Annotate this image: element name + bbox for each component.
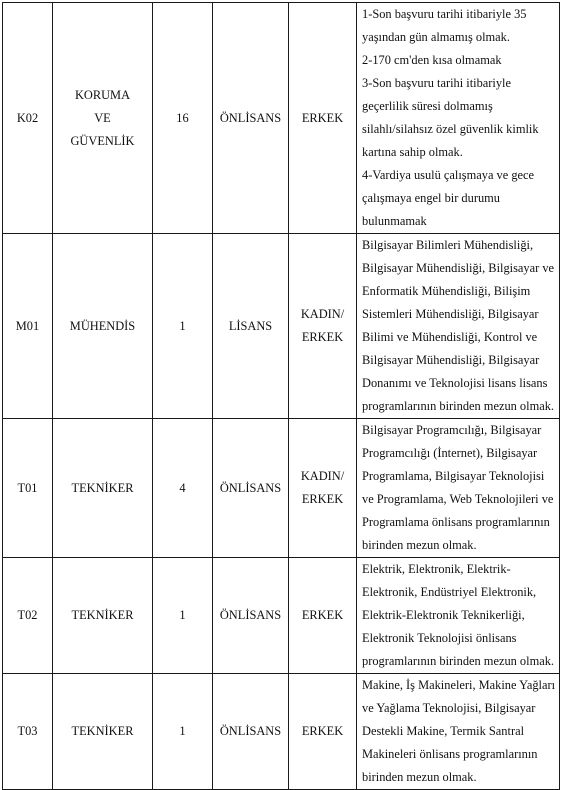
title-line: TEKNİKER	[71, 480, 134, 495]
requirement-line: programlarının birinden mezun olmak.	[362, 399, 555, 413]
requirements	[357, 234, 560, 419]
title-line: TEKNİKER	[71, 724, 134, 738]
table-row	[3, 558, 560, 674]
gender	[289, 674, 357, 790]
position-title	[53, 234, 153, 419]
requirement-line: Bilgisayar Mühendisliği, Bilgisayar ve	[362, 261, 555, 275]
requirements	[357, 558, 560, 674]
position-code: T03	[3, 674, 53, 790]
education-level: ÖNLİSANS	[213, 3, 289, 234]
gender-line: ERKEK	[301, 608, 344, 622]
education-level: LİSANS	[213, 234, 289, 419]
position-code: T01	[3, 419, 53, 558]
requirement-line: yaşından gün almamış olmak.	[362, 30, 510, 44]
table-row	[3, 234, 560, 419]
gender-line: ERKEK	[301, 110, 344, 125]
education-level: ÖNLİSANS	[213, 674, 289, 790]
gender-line: ERKEK	[301, 492, 344, 506]
requirement-line: Bilgisayar Bilimleri Mühendisliği,	[362, 238, 534, 252]
title-line: TEKNİKER	[71, 608, 134, 622]
requirement-line: Sistemleri Mühendisliği, Bilgisayar	[362, 307, 539, 321]
title-line: VE	[94, 110, 111, 125]
position-count: 1	[153, 558, 213, 674]
position-code: K02	[3, 3, 53, 234]
requirement-line: Elektrik, Elektronik, Elektrik-	[362, 562, 511, 576]
table-row	[3, 674, 560, 790]
education-level: ÖNLİSANS	[213, 419, 289, 558]
position-count: 1	[153, 234, 213, 419]
requirement-line: Donanımı ve Teknolojisi lisans lisans	[362, 376, 548, 390]
requirement-line: Programcılığı (İnternet), Bilgisayar	[362, 446, 538, 460]
requirement-line: birinden mezun olmak.	[362, 538, 477, 552]
positions-table	[2, 2, 560, 790]
requirement-line: Bilgisayar Mühendisliği, Bilgisayar	[362, 353, 540, 367]
requirement-line: Programlama önlisans programlarının	[362, 515, 550, 529]
requirement-line: Destekli Makine, Termik Santral	[362, 724, 525, 738]
requirement-line: kartına sahip olmak.	[362, 145, 463, 159]
position-title	[53, 674, 153, 790]
requirement-line: Makineleri önlisans programlarının	[362, 747, 538, 761]
gender-line: KADIN/	[300, 469, 345, 483]
requirement-line: Elektronik, Endüstriyel Elektronik,	[362, 585, 537, 599]
requirement-line: çalışmaya engel bir durumu	[362, 191, 500, 205]
requirements	[357, 674, 560, 790]
requirement-line: bulunmamak	[362, 214, 427, 228]
gender-line: ERKEK	[301, 330, 344, 344]
position-title	[53, 558, 153, 674]
table-row	[3, 3, 560, 234]
requirement-line: 2-170 cm'den kısa olmamak	[362, 53, 502, 67]
position-title	[53, 3, 153, 234]
position-code: T02	[3, 558, 53, 674]
gender-line: KADIN/	[300, 307, 345, 321]
requirements	[357, 419, 560, 558]
position-count: 4	[153, 419, 213, 558]
requirement-line: Makine, İş Makineleri, Makine Yağları	[362, 678, 556, 692]
requirement-line: Bilgisayar Programcılığı, Bilgisayar	[362, 423, 542, 437]
requirement-line: Elektrik-Elektronik Teknikerliği,	[362, 608, 525, 622]
requirement-line: ve Yağlama Teknolojisi, Bilgisayar	[362, 701, 536, 715]
title-line: KORUMA	[74, 87, 131, 102]
requirement-line: 1-Son başvuru tarihi itibariyle 35	[362, 7, 527, 21]
requirement-line: Elektronik Teknolojisi önlisans	[362, 631, 517, 645]
requirement-line: Programlama, Bilgisayar Teknolojisi	[362, 469, 545, 483]
requirement-line: silahlı/silahsız özel güvenlik kimlik	[362, 122, 539, 136]
requirement-line: Bilimi ve Mühendisliği, Kontrol ve	[362, 330, 538, 344]
requirement-line: ve Programlama, Web Teknolojileri ve	[362, 492, 554, 506]
title-line: MÜHENDİS	[69, 318, 136, 333]
table-row	[3, 419, 560, 558]
position-count: 16	[153, 3, 213, 234]
requirement-line: Enformatik Mühendisliği, Bilişim	[362, 284, 531, 298]
requirements	[357, 3, 560, 234]
gender	[289, 3, 357, 234]
requirement-line: programlarının birinden mezun olmak.	[362, 654, 555, 668]
position-code: M01	[3, 234, 53, 419]
positions-table-body	[3, 3, 560, 790]
requirement-line: 4-Vardiya usulü çalışmaya ve gece	[362, 168, 535, 182]
gender	[289, 558, 357, 674]
requirement-line: birinden mezun olmak.	[362, 770, 477, 784]
position-title	[53, 419, 153, 558]
position-count: 1	[153, 674, 213, 790]
gender	[289, 234, 357, 419]
requirement-line: 3-Son başvuru tarihi itibariyle	[362, 76, 512, 90]
title-line: GÜVENLİK	[70, 133, 135, 148]
requirement-line: geçerlilik süresi dolmamış	[362, 99, 493, 113]
gender-line: ERKEK	[301, 724, 344, 738]
education-level: ÖNLİSANS	[213, 558, 289, 674]
gender	[289, 419, 357, 558]
